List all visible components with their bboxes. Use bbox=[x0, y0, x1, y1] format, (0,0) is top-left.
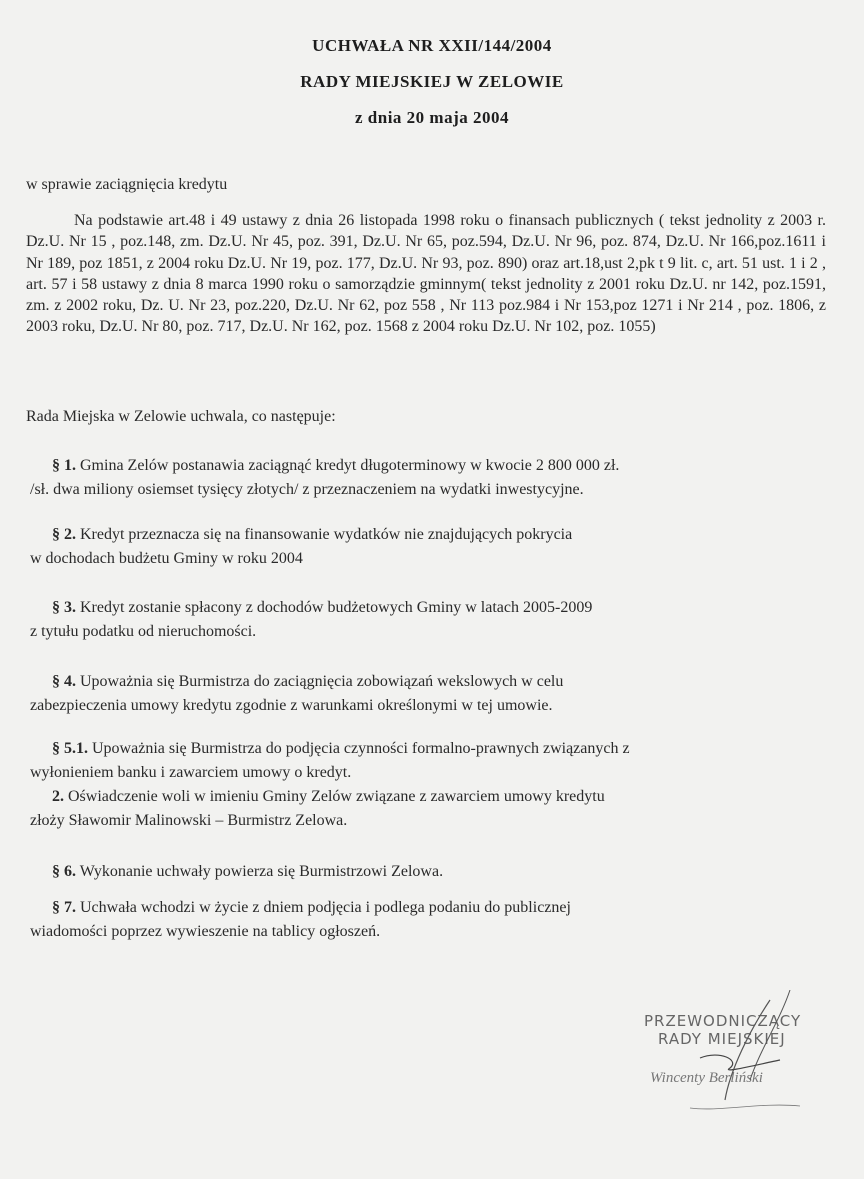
stamp-council: RADY MIEJSKIEJ bbox=[658, 1030, 786, 1048]
section-text: Upoważnia się Burmistrza do zaciągnięcia zobowiązań wekslowych w celu bbox=[80, 673, 564, 690]
section-3 bbox=[30, 596, 820, 644]
section-2 bbox=[30, 523, 820, 571]
section-number: § 2. bbox=[52, 526, 76, 543]
section-text: Gmina Zelów postanawia zaciągnąć kredyt długoterminowy w kwocie 2 800 000 zł. bbox=[80, 457, 620, 474]
section-number: § 1. bbox=[52, 457, 76, 474]
section-6 bbox=[30, 860, 820, 884]
section-1 bbox=[30, 454, 820, 502]
council-resolves-line: Rada Miejska w Zelowie uchwala, co następuje: bbox=[26, 408, 336, 425]
handwritten-signature-icon bbox=[630, 990, 850, 1130]
section-number: § 7. bbox=[52, 899, 76, 916]
section-5-1 bbox=[30, 737, 820, 785]
council-name: RADY MIEJSKIEJ W ZELOWIE bbox=[300, 72, 564, 91]
section-text: Oświadczenie woli w imieniu Gminy Zelów związane z zawarciem umowy kredytu bbox=[68, 788, 605, 805]
section-text: Uchwała wchodzi w życie z dniem podjęcia i podlega podaniu do publicznej bbox=[80, 899, 571, 916]
section-text: złoży Sławomir Malinowski – Burmistrz Zelowa. bbox=[30, 812, 348, 829]
section-number: § 5.1. bbox=[52, 740, 88, 757]
section-number: 2. bbox=[52, 788, 64, 805]
section-number: § 6. bbox=[52, 863, 76, 880]
section-4 bbox=[30, 670, 820, 718]
section-text: Kredyt przeznacza się na finansowanie wydatków nie znajdujących pokrycia bbox=[80, 526, 573, 543]
section-text: Kredyt zostanie spłacony z dochodów budżetowych Gminy w latach 2005-2009 bbox=[80, 599, 593, 616]
section-text: zabezpieczenia umowy kredytu zgodnie z warunkami określonymi w tej umowie. bbox=[30, 697, 553, 714]
signature-stamp bbox=[630, 990, 850, 1130]
section-5-2 bbox=[30, 785, 820, 833]
legal-basis-paragraph bbox=[26, 210, 826, 338]
section-text: z tytułu podatku od nieruchomości. bbox=[30, 623, 257, 640]
section-text: wiadomości poprzez wywieszenie na tablicy ogłoszeń. bbox=[30, 923, 381, 940]
section-text: /sł. dwa miliony osiemset tysięcy złotych/ z przeznaczeniem na wydatki inwestycyjne. bbox=[30, 481, 584, 498]
subject-line: w sprawie zaciągnięcia kredytu bbox=[26, 176, 228, 193]
section-7 bbox=[30, 896, 820, 944]
section-text: w dochodach budżetu Gminy w roku 2004 bbox=[30, 550, 303, 567]
section-text: wyłonieniem banku i zawarciem umowy o kredyt. bbox=[30, 764, 352, 781]
resolution-number: UCHWAŁA NR XXII/144/2004 bbox=[312, 36, 552, 55]
resolution-date: z dnia 20 maja 2004 bbox=[355, 108, 509, 127]
section-text: Wykonanie uchwały powierza się Burmistrzowi Zelowa. bbox=[79, 863, 444, 880]
legal-basis-text: Na podstawie art.48 i 49 ustawy z dnia 26 listopada 1998 roku o finansach publicznych ( tekst jednolity z 2003 r. Dz.U. Nr 15 , poz.148, zm. Dz.U. Nr 45, poz. 391, Dz.U. Nr 65, poz.594, Dz.U. Nr 96, poz. 874, Dz.U. Nr 166,poz.1611 i Nr 189, poz 1851, z 2004 roku Dz.U. Nr 19, poz. 177, Dz.U. Nr 93, poz. 890) oraz art.18,ust 2,pk t 9 lit. c, art. 51 ust. 1 i 2 , art. 57 i 58 ustawy z dnia 8 marca 1990 roku o samorządzie gminnym( tekst jednolity z 2001 roku Dz.U. nr 142, poz.1591, zm. z 2002 roku, Dz. U. Nr 23, poz.220, Dz.U. Nr 62, poz 558 , Nr 113 poz.984 i Nr 153,poz 1271 i Nr 214 , poz. 1806, z 2003 roku, Dz.U. Nr 80, poz. 717, Dz.U. Nr 162, poz. 1568 z 2004 roku Dz.U. Nr 102, poz. 1055) bbox=[26, 212, 826, 336]
section-number: § 3. bbox=[52, 599, 76, 616]
section-number: § 4. bbox=[52, 673, 76, 690]
section-text: Upoważnia się Burmistrza do podjęcia czynności formalno-prawnych związanych z bbox=[92, 740, 630, 757]
signatory-name: Wincenty Berliński bbox=[650, 1070, 763, 1086]
stamp-title: PRZEWODNICZĄCY bbox=[644, 1012, 802, 1030]
